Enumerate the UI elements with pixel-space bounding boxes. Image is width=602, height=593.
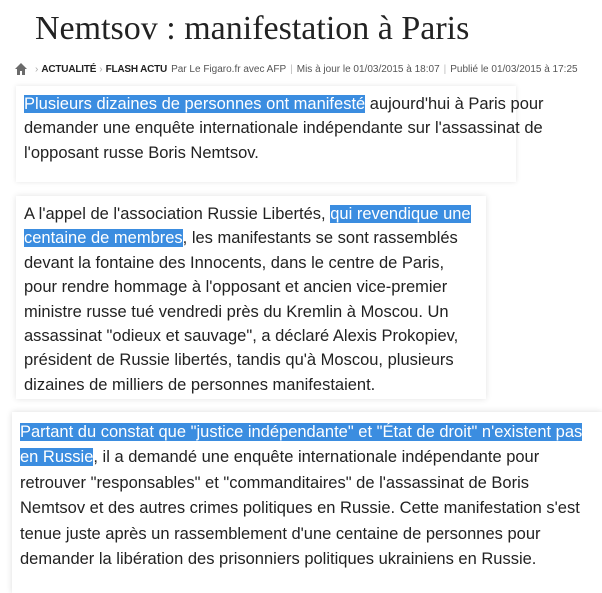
article-updated: Mis à jour le 01/03/2015 à 18:07 bbox=[296, 63, 440, 75]
article-title: Nemtsov : manifestation à Paris bbox=[35, 10, 470, 47]
breadcrumb-actualite[interactable]: ACTUALITÉ bbox=[41, 63, 97, 75]
highlighted-text: Plusieurs dizaines de personnes ont manifesté bbox=[24, 95, 366, 113]
article-meta bbox=[14, 61, 578, 77]
home-icon[interactable] bbox=[14, 62, 28, 76]
highlighted-text: Partant du constat que "justice indépendante" et "État de droit" n'existent pas en Russie bbox=[20, 423, 583, 467]
chevron-right-icon: › bbox=[35, 63, 39, 75]
article-link[interactable]: assassinat de l'opposant russe Boris Nemtsov bbox=[24, 119, 543, 162]
paragraph-text: , il a demandé une enquête internationale indépendante pour retrouver "responsables" et "commanditaires" de l'assassinat de Boris Nemtsov et des autres crimes politiques en Russie. Cette manifestation s'est tenue juste après un rassemblement d'une centaine de personnes pour demander la libération des prisonniers politiques ukrainiens en Russie. bbox=[20, 448, 580, 569]
paragraph-1 bbox=[24, 92, 594, 165]
paragraph-3 bbox=[20, 420, 598, 572]
highlighted-text: qui revendique une centaine de membres bbox=[24, 205, 471, 248]
paragraph-text: aujourd'hui à Paris pour demander une enquête internationale indépendante sur l' bbox=[24, 95, 544, 138]
chevron-right-icon: › bbox=[99, 63, 103, 75]
paragraph-text: , les manifestants se sont rassemblés devant la fontaine des Innocents, dans le centre de Paris, pour rendre hommage à l'opposant et ancien vice-premier ministre russe tué vendredi près du Kremlin à Moscou. Un assassinat "odieux et sauvage", a déclaré Alexis Prokopiev, président de Russie libertés, tandis qu'à Moscou, plusieurs dizaines de milliers de personnes manifestaient. bbox=[24, 229, 459, 394]
article-published: Publié le 01/03/2015 à 17:25 bbox=[450, 63, 578, 75]
breadcrumb-flash-actu[interactable]: FLASH ACTU bbox=[105, 63, 168, 75]
meta-divider: | bbox=[443, 63, 447, 75]
article-author: Par Le Figaro.fr avec AFP bbox=[171, 63, 287, 75]
paragraph-text: . bbox=[254, 143, 259, 162]
paragraph-2 bbox=[24, 202, 474, 397]
paragraph-text: A l'appel de l'association Russie Libertés, bbox=[24, 205, 331, 223]
meta-divider: | bbox=[290, 63, 293, 75]
